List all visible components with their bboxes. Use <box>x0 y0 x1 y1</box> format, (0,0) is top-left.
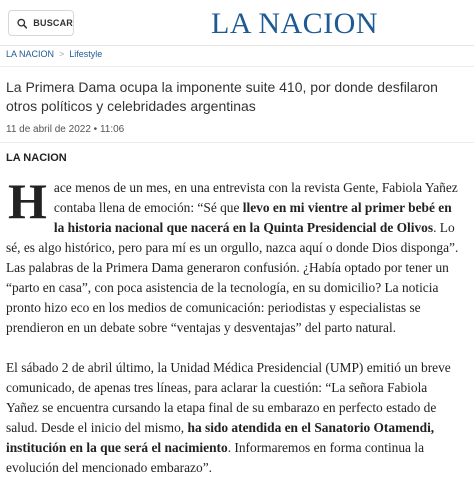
paragraph-text: . Lo sé, es algo histórico, pero para mí es un orgullo, nazca aquí o donde Dios disponga”. Las palabras de la Primera Dama generaron confusión. ¿Había optado por tener un “parto en casa”, con poca asistencia de la tecnología, en su domicilio? La noticia pronto hizo eco en los medios de comunicación: periodistas y especialistas se prendieron en un debate sobre “ventajas y desventajas” del parto natural. <box>6 220 459 335</box>
paragraph-text: . Informaremos en forma continua la evolución del mencionado embarazo”. <box>6 440 425 475</box>
site-logo[interactable]: LA NACION <box>211 7 378 40</box>
paragraph <box>6 358 460 478</box>
breadcrumb-section-link[interactable]: Lifestyle <box>69 49 103 59</box>
breadcrumb-separator: > <box>59 49 65 59</box>
paragraph-text: ace menos de un mes, en una entrevista con la revista Gente, Fabiola Yañez contaba llena de emoción: “Sé que <box>53 180 458 215</box>
divider <box>0 66 474 67</box>
article-date: 11 de abril de 2022 • 11:06 <box>6 124 125 135</box>
breadcrumb-home-link[interactable]: LA NACION <box>6 49 55 59</box>
search-button[interactable] <box>8 10 74 36</box>
search-icon <box>17 18 27 29</box>
drop-cap: H <box>8 173 47 229</box>
paragraph-text: El sábado 2 de abril último, la Unidad Médica Presidencial (UMP) emitió un breve comunicado, de apenas tres líneas, para aclarar la cuestión: “La señora Fabiola Yañez se encuentra cursando la etapa final de su embarazo en perfecto estado de salud. Desde el inicio del mismo, <box>6 360 451 435</box>
article-subtitle: La Primera Dama ocupa la imponente suite 410, por donde desfilaron otros políticos y celebridades argentinas <box>6 79 438 114</box>
site-header <box>0 0 474 46</box>
paragraph <box>6 173 460 338</box>
paragraph-bold-text: ha sido atendida en el Sanatorio Otamendi, institución en la que será el nacimiento <box>6 420 435 455</box>
paragraph-bold-text: llevo en mi vientre al primer bebé en la historia nacional que nacerá en la Quinta Presidencial de Olivos <box>53 200 452 235</box>
search-label: BUSCAR <box>33 18 73 28</box>
divider <box>0 142 474 143</box>
article-author[interactable]: LA NACION <box>6 152 67 164</box>
article-body <box>6 173 460 498</box>
breadcrumb <box>6 49 102 59</box>
